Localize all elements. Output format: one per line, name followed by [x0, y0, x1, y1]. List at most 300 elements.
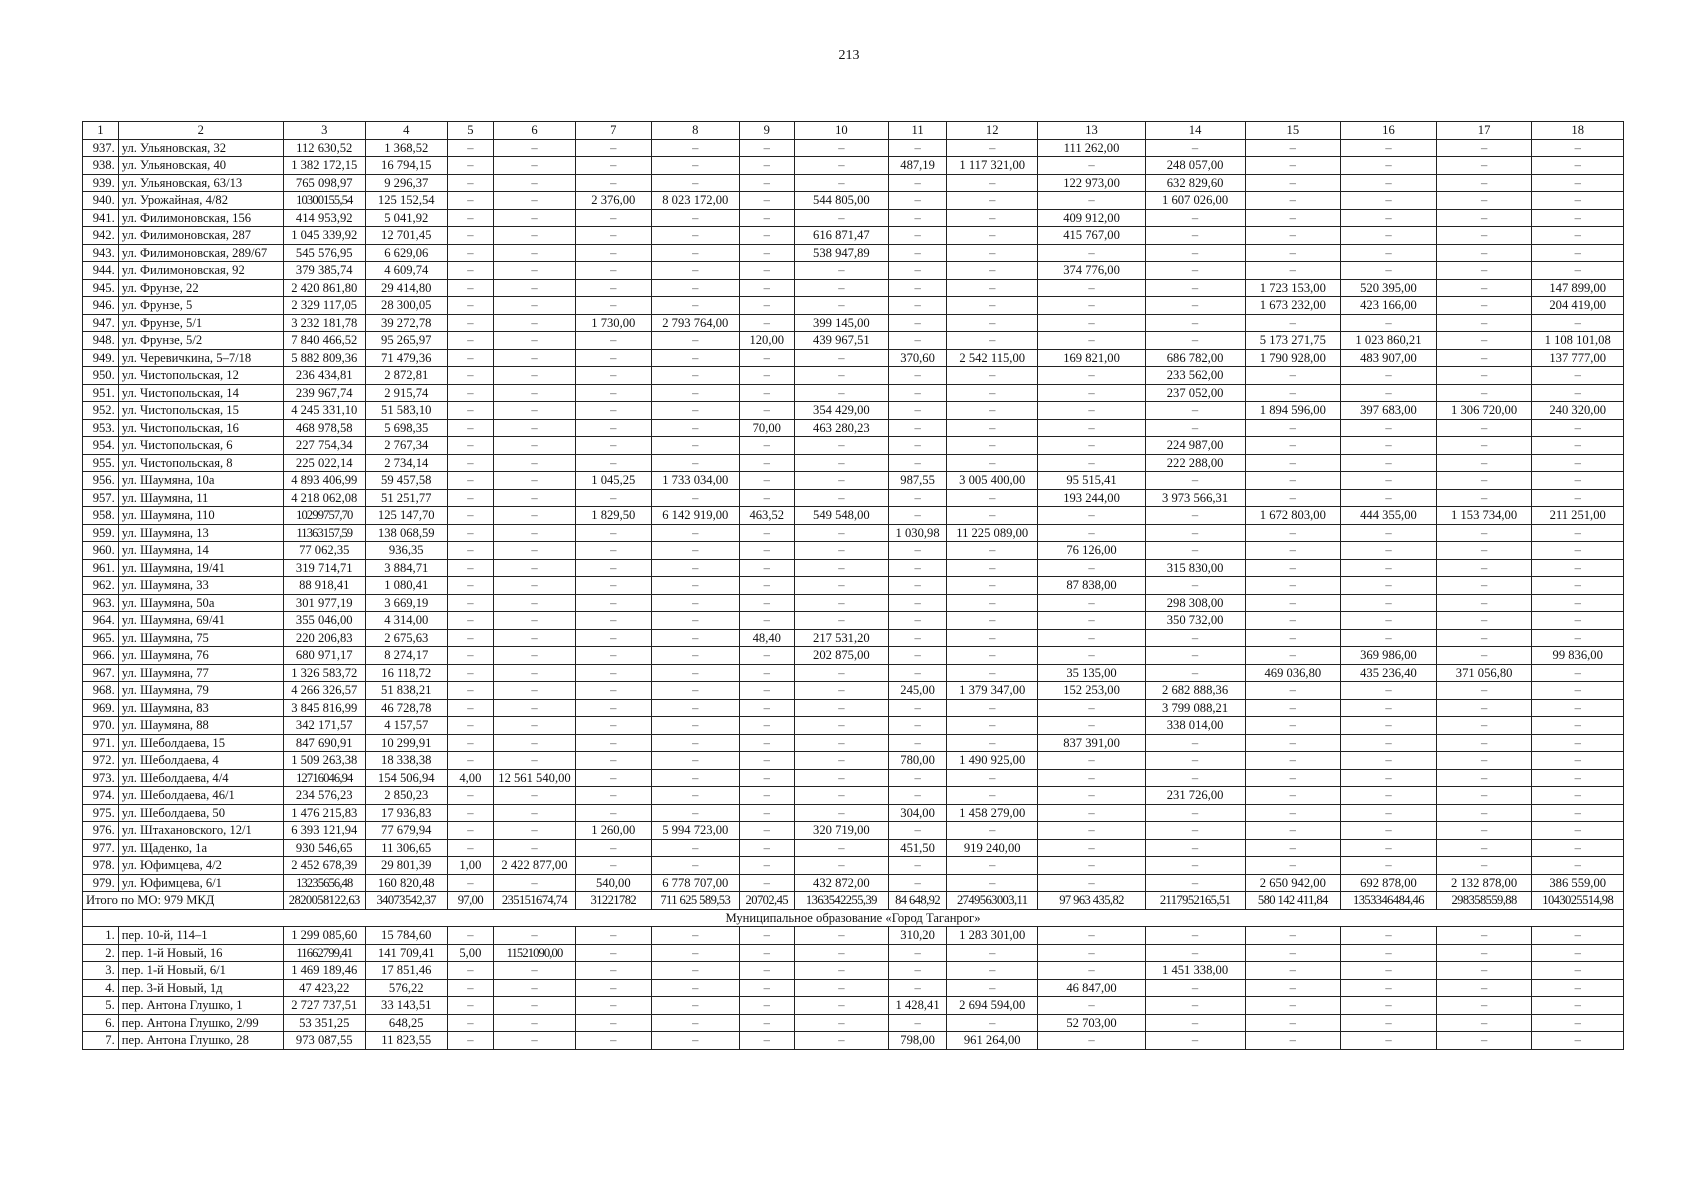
table-cell: 3 799 088,21 — [1145, 699, 1245, 717]
table-cell: – — [447, 839, 493, 857]
table-cell: 969. — [83, 699, 119, 717]
table-row — [83, 927, 1624, 945]
table-cell: 15 784,60 — [365, 927, 447, 945]
table-cell: – — [889, 594, 947, 612]
table-cell: – — [947, 262, 1038, 280]
table-cell: – — [889, 437, 947, 455]
table-cell: – — [1038, 332, 1145, 350]
table-cell: – — [1145, 262, 1245, 280]
table-cell: – — [575, 664, 651, 682]
table-cell: – — [1145, 279, 1245, 297]
table-cell: – — [739, 542, 794, 560]
table-cell: 950. — [83, 367, 119, 385]
table-cell: 968. — [83, 682, 119, 700]
table-cell: – — [575, 244, 651, 262]
table-cell: – — [1532, 664, 1624, 682]
table-cell: – — [1436, 279, 1532, 297]
table-cell: – — [739, 734, 794, 752]
table-cell: 1 108 101,08 — [1532, 332, 1624, 350]
table-cell: – — [575, 139, 651, 157]
table-cell: – — [1532, 559, 1624, 577]
table-cell: – — [447, 349, 493, 367]
address-cell: ул. Чистопольская, 12 — [118, 367, 283, 385]
table-cell: 236 434,81 — [283, 367, 365, 385]
table-cell: 29 801,39 — [365, 857, 447, 875]
table-cell: – — [739, 437, 794, 455]
total-cell: 31221782 — [575, 892, 651, 910]
table-cell: – — [739, 927, 794, 945]
table-cell: – — [1532, 594, 1624, 612]
table-cell: – — [1532, 979, 1624, 997]
table-cell: 237 052,00 — [1145, 384, 1245, 402]
table-cell: – — [1245, 734, 1341, 752]
table-cell: 1 469 189,46 — [283, 962, 365, 980]
table-cell: – — [1245, 139, 1341, 157]
table-cell: – — [1245, 472, 1341, 490]
table-cell: – — [1436, 594, 1532, 612]
table-cell: – — [447, 979, 493, 997]
column-header: 11 — [889, 122, 947, 140]
table-cell: – — [889, 192, 947, 210]
table-row — [83, 577, 1624, 595]
table-cell: – — [447, 1032, 493, 1050]
table-cell: – — [1436, 524, 1532, 542]
address-cell: пер. Антона Глушко, 2/99 — [118, 1014, 283, 1032]
table-cell: – — [1341, 367, 1437, 385]
address-cell: ул. Шаумяна, 50а — [118, 594, 283, 612]
table-cell: – — [1245, 787, 1341, 805]
table-row — [83, 472, 1624, 490]
table-cell: 1 894 596,00 — [1245, 402, 1341, 420]
table-cell: – — [651, 524, 739, 542]
table-cell: – — [947, 227, 1038, 245]
table-cell: – — [447, 664, 493, 682]
total-cell: 580 142 411,84 — [1245, 892, 1341, 910]
table-cell: – — [651, 367, 739, 385]
table-cell: 379 385,74 — [283, 262, 365, 280]
table-cell: – — [575, 594, 651, 612]
address-cell: ул. Шаумяна, 88 — [118, 717, 283, 735]
table-cell: – — [1145, 769, 1245, 787]
table-cell: – — [493, 244, 575, 262]
table-cell: 977. — [83, 839, 119, 857]
table-cell: – — [739, 454, 794, 472]
table-cell: – — [1436, 262, 1532, 280]
table-cell: 301 977,19 — [283, 594, 365, 612]
table-cell: – — [575, 437, 651, 455]
table-cell: 979. — [83, 874, 119, 892]
table-cell: 204 419,00 — [1532, 297, 1624, 315]
table-cell: – — [493, 804, 575, 822]
table-cell: – — [447, 157, 493, 175]
table-cell: – — [1245, 629, 1341, 647]
table-cell: 399 145,00 — [794, 314, 889, 332]
table-row — [83, 804, 1624, 822]
table-cell: 18 338,38 — [365, 752, 447, 770]
table-cell: – — [575, 367, 651, 385]
table-cell: – — [1341, 1032, 1437, 1050]
table-cell: – — [794, 174, 889, 192]
table-cell: – — [651, 647, 739, 665]
table-cell: – — [947, 962, 1038, 980]
table-cell: 1 723 153,00 — [1245, 279, 1341, 297]
table-cell: – — [575, 559, 651, 577]
table-cell: 964. — [83, 612, 119, 630]
address-cell: ул. Чистопольская, 15 — [118, 402, 283, 420]
table-cell: 17 851,46 — [365, 962, 447, 980]
table-cell: – — [1532, 612, 1624, 630]
table-cell: 1 730,00 — [575, 314, 651, 332]
table-cell: – — [794, 349, 889, 367]
table-cell: – — [947, 734, 1038, 752]
table-cell: – — [1532, 367, 1624, 385]
total-cell: 1043025514,98 — [1532, 892, 1624, 910]
table-cell: – — [1245, 524, 1341, 542]
table-cell: – — [1341, 139, 1437, 157]
table-cell: – — [1038, 524, 1145, 542]
table-cell: 414 953,92 — [283, 209, 365, 227]
table-row — [83, 384, 1624, 402]
table-cell: – — [889, 332, 947, 350]
table-cell: – — [447, 244, 493, 262]
table-row — [83, 664, 1624, 682]
address-cell: ул. Чистопольская, 14 — [118, 384, 283, 402]
table-cell: – — [1145, 804, 1245, 822]
address-cell: ул. Фрунзе, 5/1 — [118, 314, 283, 332]
table-row — [83, 332, 1624, 350]
table-cell: – — [447, 612, 493, 630]
table-cell: – — [1532, 857, 1624, 875]
table-cell: – — [1038, 787, 1145, 805]
table-cell: – — [1532, 769, 1624, 787]
table-cell: – — [1436, 857, 1532, 875]
table-cell: – — [1038, 279, 1145, 297]
table-cell: 47 423,22 — [283, 979, 365, 997]
table-cell: – — [575, 262, 651, 280]
table-cell: 520 395,00 — [1341, 279, 1437, 297]
table-row — [83, 507, 1624, 525]
table-cell: – — [1341, 419, 1437, 437]
table-cell: – — [889, 384, 947, 402]
table-cell: – — [739, 962, 794, 980]
table-cell: 686 782,00 — [1145, 349, 1245, 367]
table-cell: – — [1532, 209, 1624, 227]
table-cell: 5 698,35 — [365, 419, 447, 437]
total-cell: 84 648,92 — [889, 892, 947, 910]
table-cell: – — [575, 454, 651, 472]
table-cell: – — [1436, 157, 1532, 175]
table-cell: 961 264,00 — [947, 1032, 1038, 1050]
table-cell: – — [493, 874, 575, 892]
total-cell: 235151674,74 — [493, 892, 575, 910]
table-cell: – — [739, 192, 794, 210]
table-cell: – — [794, 262, 889, 280]
table-cell: – — [1341, 209, 1437, 227]
table-cell: – — [651, 997, 739, 1015]
table-cell: – — [651, 752, 739, 770]
table-cell: 632 829,60 — [1145, 174, 1245, 192]
table-cell: – — [1532, 577, 1624, 595]
table-cell: – — [1341, 699, 1437, 717]
table-row — [83, 279, 1624, 297]
table-cell: – — [493, 594, 575, 612]
table-cell: – — [447, 454, 493, 472]
total-cell: 2820058122,63 — [283, 892, 365, 910]
table-cell: 616 871,47 — [794, 227, 889, 245]
table-row — [83, 489, 1624, 507]
table-cell: – — [1245, 927, 1341, 945]
table-cell: – — [739, 384, 794, 402]
table-cell: – — [1245, 997, 1341, 1015]
table-cell: – — [651, 944, 739, 962]
table-cell: 51 583,10 — [365, 402, 447, 420]
table-cell: 978. — [83, 857, 119, 875]
table-cell: 4 245 331,10 — [283, 402, 365, 420]
table-cell: 17 936,83 — [365, 804, 447, 822]
table-cell: – — [794, 962, 889, 980]
table-cell: – — [447, 314, 493, 332]
table-cell: – — [447, 192, 493, 210]
table-cell: – — [794, 769, 889, 787]
table-cell: – — [1532, 717, 1624, 735]
address-cell: ул. Щаденко, 1а — [118, 839, 283, 857]
table-cell: – — [947, 717, 1038, 735]
table-cell: – — [1145, 997, 1245, 1015]
table-cell: – — [889, 979, 947, 997]
table-cell: – — [889, 454, 947, 472]
table-cell: 225 022,14 — [283, 454, 365, 472]
table-cell: – — [1341, 804, 1437, 822]
table-cell: 3 669,19 — [365, 594, 447, 612]
table-cell: 369 986,00 — [1341, 647, 1437, 665]
table-cell: – — [739, 822, 794, 840]
table-cell: – — [651, 927, 739, 945]
table-cell: – — [447, 279, 493, 297]
table-cell: 576,22 — [365, 979, 447, 997]
table-cell: 12716046,94 — [283, 769, 365, 787]
table-cell: – — [447, 874, 493, 892]
table-cell: – — [447, 997, 493, 1015]
total-cell: 711 625 589,53 — [651, 892, 739, 910]
table-row — [83, 769, 1624, 787]
table-cell: 963. — [83, 594, 119, 612]
table-cell: 239 967,74 — [283, 384, 365, 402]
address-cell: ул. Шаумяна, 83 — [118, 699, 283, 717]
table-cell: – — [1145, 507, 1245, 525]
table-cell: – — [1341, 787, 1437, 805]
table-cell: 972. — [83, 752, 119, 770]
table-cell: 12 701,45 — [365, 227, 447, 245]
table-cell: 2 767,34 — [365, 437, 447, 455]
table-cell: – — [1436, 384, 1532, 402]
table-cell: – — [889, 139, 947, 157]
table-row — [83, 524, 1624, 542]
table-cell: – — [947, 489, 1038, 507]
table-cell: 847 690,91 — [283, 734, 365, 752]
table-cell: – — [1341, 979, 1437, 997]
table-row — [83, 174, 1624, 192]
table-cell: 3 973 566,31 — [1145, 489, 1245, 507]
table-cell: – — [575, 962, 651, 980]
table-cell: – — [1341, 962, 1437, 980]
table-cell: – — [889, 542, 947, 560]
table-cell: 88 918,41 — [283, 577, 365, 595]
address-cell: ул. Юфимцева, 6/1 — [118, 874, 283, 892]
table-cell: – — [575, 1032, 651, 1050]
table-cell: 2 682 888,36 — [1145, 682, 1245, 700]
table-cell: – — [493, 367, 575, 385]
table-cell: 122 973,00 — [1038, 174, 1145, 192]
table-cell: – — [651, 384, 739, 402]
table-cell: – — [739, 349, 794, 367]
table-cell: 919 240,00 — [947, 839, 1038, 857]
table-cell: – — [1341, 752, 1437, 770]
table-cell: 1 045 339,92 — [283, 227, 365, 245]
table-cell: – — [1532, 927, 1624, 945]
table-cell: – — [947, 822, 1038, 840]
table-cell: 938. — [83, 157, 119, 175]
table-cell: 1 458 279,00 — [947, 804, 1038, 822]
table-cell: – — [447, 367, 493, 385]
table-cell: 16 118,72 — [365, 664, 447, 682]
table-cell: – — [1038, 997, 1145, 1015]
table-row — [83, 997, 1624, 1015]
table-cell: – — [447, 419, 493, 437]
table-cell: 53 351,25 — [283, 1014, 365, 1032]
table-cell: 930 546,65 — [283, 839, 365, 857]
table-cell: 310,20 — [889, 927, 947, 945]
table-cell: – — [447, 752, 493, 770]
table-cell: – — [651, 279, 739, 297]
table-cell: – — [1436, 717, 1532, 735]
table-cell: 3. — [83, 962, 119, 980]
table-cell: – — [651, 979, 739, 997]
table-cell: – — [1145, 297, 1245, 315]
table-cell: 111 262,00 — [1038, 139, 1145, 157]
table-cell: 319 714,71 — [283, 559, 365, 577]
address-cell: ул. Шаумяна, 69/41 — [118, 612, 283, 630]
table-row — [83, 157, 1624, 175]
table-cell: – — [1038, 402, 1145, 420]
table-cell: – — [447, 489, 493, 507]
table-cell: 2. — [83, 944, 119, 962]
table-cell: – — [1038, 384, 1145, 402]
table-row — [83, 1014, 1624, 1032]
table-cell: – — [493, 997, 575, 1015]
table-cell: – — [1341, 174, 1437, 192]
table-cell: – — [575, 927, 651, 945]
table-cell: 95 515,41 — [1038, 472, 1145, 490]
table-cell: 1 030,98 — [889, 524, 947, 542]
table-cell: 386 559,00 — [1532, 874, 1624, 892]
table-cell: – — [1245, 577, 1341, 595]
table-cell: – — [1341, 244, 1437, 262]
table-cell: 12 561 540,00 — [493, 769, 575, 787]
table-cell: 5 994 723,00 — [651, 822, 739, 840]
table-cell: 5 041,92 — [365, 209, 447, 227]
table-cell: – — [889, 297, 947, 315]
table-cell: – — [651, 804, 739, 822]
table-cell: 2 793 764,00 — [651, 314, 739, 332]
table-cell: – — [889, 629, 947, 647]
table-cell: – — [493, 279, 575, 297]
table-cell: 10 299,91 — [365, 734, 447, 752]
table-cell: – — [947, 542, 1038, 560]
table-cell: – — [1038, 839, 1145, 857]
table-cell: – — [1341, 262, 1437, 280]
table-cell: – — [1436, 839, 1532, 857]
table-cell: – — [447, 507, 493, 525]
table-cell: – — [1436, 437, 1532, 455]
table-cell: 432 872,00 — [794, 874, 889, 892]
table-cell: 953. — [83, 419, 119, 437]
table-cell: – — [1341, 489, 1437, 507]
table-cell: 48,40 — [739, 629, 794, 647]
table-cell: – — [739, 227, 794, 245]
table-cell: – — [889, 244, 947, 262]
table-cell: – — [651, 332, 739, 350]
table-cell: 1,00 — [447, 857, 493, 875]
table-cell: 971. — [83, 734, 119, 752]
table-cell: – — [947, 174, 1038, 192]
table-cell: – — [1038, 647, 1145, 665]
table-cell: 1 607 026,00 — [1145, 192, 1245, 210]
table-cell: – — [1038, 594, 1145, 612]
section-title: Муниципальное образование «Город Таганрог» — [83, 909, 1624, 927]
column-header: 12 — [947, 122, 1038, 140]
table-cell: 6. — [83, 1014, 119, 1032]
table-cell: – — [447, 699, 493, 717]
total-cell: 1353346484,46 — [1341, 892, 1437, 910]
table-cell: – — [1145, 664, 1245, 682]
table-cell: – — [1245, 979, 1341, 997]
table-cell: – — [794, 139, 889, 157]
table-cell: – — [947, 507, 1038, 525]
table-cell: – — [947, 699, 1038, 717]
table-cell: – — [651, 857, 739, 875]
table-cell: – — [1245, 262, 1341, 280]
table-cell: – — [1436, 647, 1532, 665]
table-cell: – — [889, 419, 947, 437]
table-row — [83, 629, 1624, 647]
table-cell: – — [1532, 472, 1624, 490]
table-row — [83, 594, 1624, 612]
table-cell: – — [1245, 384, 1341, 402]
table-cell: – — [447, 559, 493, 577]
table-cell: – — [1245, 542, 1341, 560]
table-cell: – — [794, 979, 889, 997]
table-row — [83, 857, 1624, 875]
table-cell: – — [794, 787, 889, 805]
table-cell: – — [947, 769, 1038, 787]
table-row — [83, 874, 1624, 892]
table-cell: 487,19 — [889, 157, 947, 175]
table-cell: 958. — [83, 507, 119, 525]
table-cell: – — [1436, 612, 1532, 630]
table-cell: – — [1436, 804, 1532, 822]
table-cell: – — [739, 1032, 794, 1050]
table-cell: – — [1341, 629, 1437, 647]
table-cell: – — [1532, 454, 1624, 472]
address-cell: ул. Урожайная, 4/82 — [118, 192, 283, 210]
table-cell: – — [947, 874, 1038, 892]
table-cell: – — [794, 594, 889, 612]
table-cell: – — [1245, 174, 1341, 192]
table-cell: 3 845 816,99 — [283, 699, 365, 717]
table-cell: – — [1145, 577, 1245, 595]
table-cell: – — [493, 297, 575, 315]
table-cell: 11 225 089,00 — [947, 524, 1038, 542]
